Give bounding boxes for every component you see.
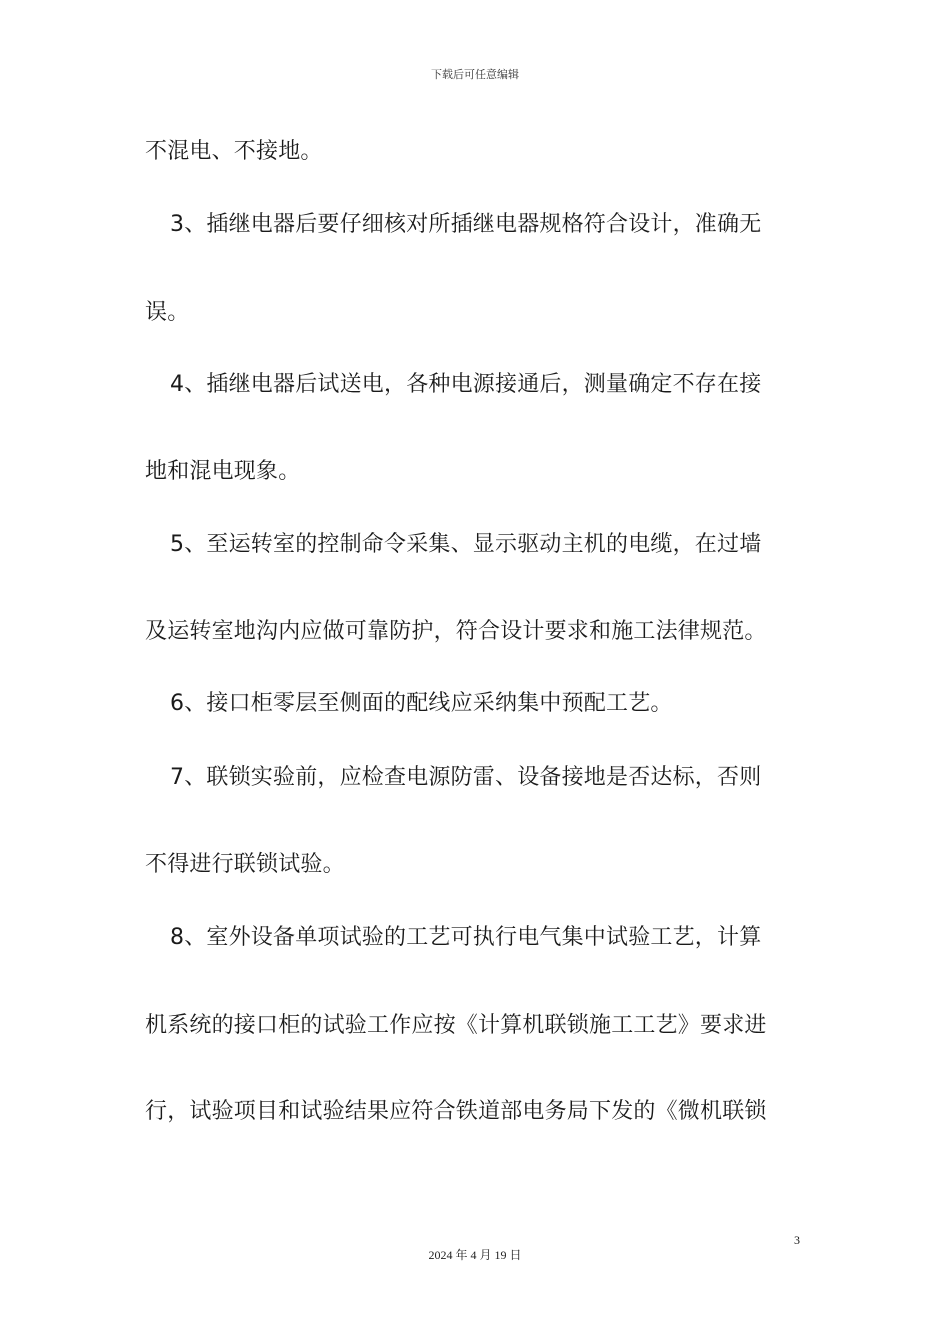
body-line: 机系统的接口柜的试验工作应按《计算机联锁施工工艺》要求进 (145, 1013, 767, 1038)
body-line: 误。 (145, 300, 190, 325)
body-line: 7、联锁实验前，应检查电源防雷、设备接地是否达标，否则 (170, 765, 762, 790)
body-line: 不混电、不接地。 (145, 139, 323, 164)
body-line: 不得进行联锁试验。 (145, 852, 345, 877)
body-line: 4、插继电器后试送电，各种电源接通后，测量确定不存在接 (170, 372, 762, 397)
page-footer-date: 2024 年 4 月 19 日 (428, 1248, 522, 1262)
body-line: 5、至运转室的控制命令采集、显示驱动主机的电缆，在过墙 (170, 532, 762, 557)
body-line: 地和混电现象。 (145, 459, 301, 484)
body-line: 8、室外设备单项试验的工艺可执行电气集中试验工艺，计算 (170, 925, 762, 950)
body-line: 3、插继电器后要仔细核对所插继电器规格符合设计，准确无 (170, 212, 762, 237)
page-header: 下载后可任意编辑 (431, 68, 519, 81)
body-line: 行，试验项目和试验结果应符合铁道部电务局下发的《微机联锁 (145, 1099, 767, 1124)
page-number: 3 (794, 1233, 800, 1247)
body-line: 6、接口柜零层至侧面的配线应采纳集中预配工艺。 (170, 691, 673, 716)
body-line: 及运转室地沟内应做可靠防护，符合设计要求和施工法律规范。 (145, 619, 767, 644)
